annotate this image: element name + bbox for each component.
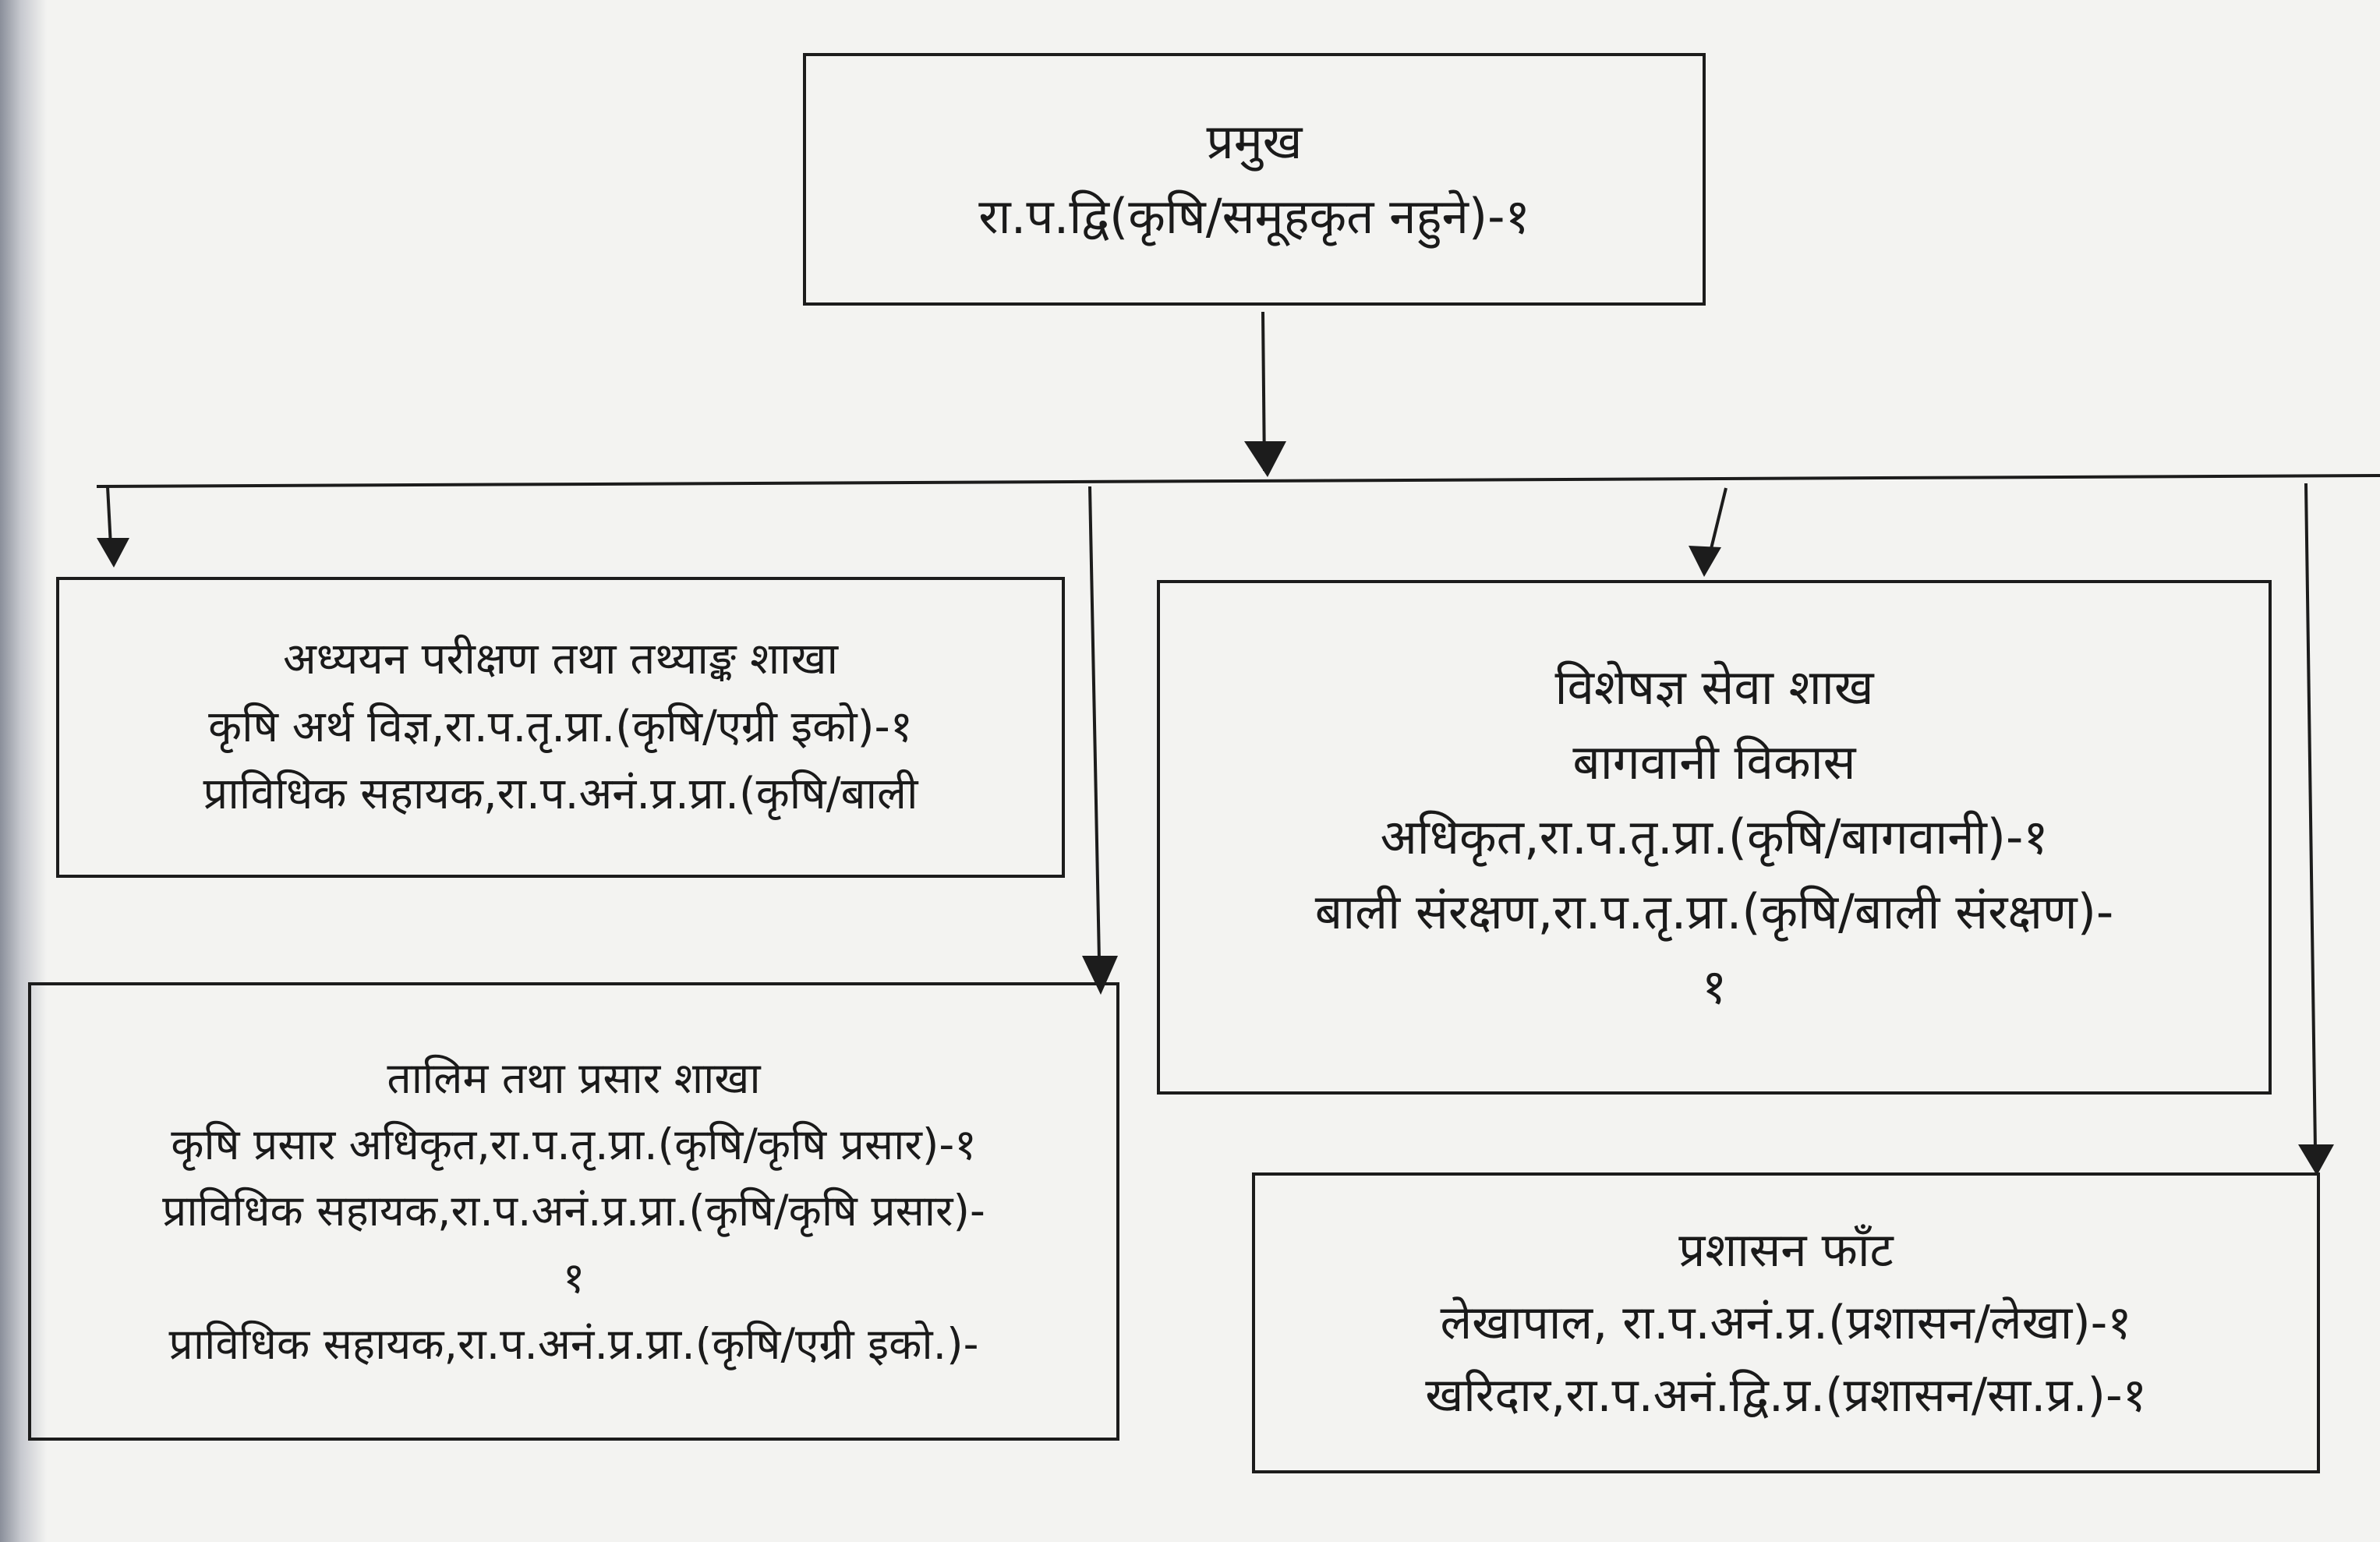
training-branch-line: प्राविधिक सहायक,रा.प.अनं.प्र.प्रा.(कृषि/कृषि प्रसार)-	[162, 1186, 985, 1236]
connector-bus-to-study	[108, 486, 111, 546]
arrow-to-admin	[2298, 1144, 2334, 1176]
admin-section-node	[1252, 1172, 2320, 1473]
bus-line	[97, 476, 2380, 486]
connector-bus-to-training	[1090, 486, 1099, 960]
expert-service-node	[1157, 580, 2272, 1095]
training-branch-line: प्राविधिक सहायक,रा.प.अनं.प्र.प्रा.(कृषि/एग्री इको.)-	[168, 1318, 979, 1369]
head-node-title: प्रमुख	[1206, 112, 1303, 170]
training-branch-title: तालिम तथा प्रसार शाखा	[387, 1052, 761, 1103]
training-branch-line: कृषि प्रसार अधिकृत,रा.प.तृ.प्रा.(कृषि/कृषि प्रसार)-१	[171, 1119, 977, 1170]
study-branch-line: प्राविधिक सहायक,रा.प.अनं.प्र.प्रा.(कृषि/बाली	[203, 769, 918, 820]
admin-section-line: खरिदार,रा.प.अनं.द्वि.प्र.(प्रशासन/सा.प्र.)-१	[1425, 1367, 2147, 1423]
training-branch-node	[28, 982, 1119, 1441]
expert-service-line: अधिकृत,रा.प.तृ.प्रा.(कृषि/बागवानी)-१	[1380, 808, 2049, 865]
head-node-line: रा.प.द्वि(कृषि/समूहकृत नहुने)-१	[978, 188, 1530, 245]
arrow-to-study	[97, 538, 129, 568]
arrow-to-expert	[1689, 546, 1721, 577]
head-node	[803, 53, 1706, 306]
training-branch-line: १	[562, 1252, 585, 1303]
admin-section-line: लेखापाल, रा.प.अनं.प्र.(प्रशासन/लेखा)-१	[1440, 1295, 2132, 1350]
expert-service-title: विशेषज्ञ सेवा शाख	[1554, 658, 1874, 716]
study-branch-title: अध्ययन परीक्षण तथा तथ्याङ्क शाखा	[282, 633, 838, 684]
arrow-head-to-bus	[1244, 441, 1286, 477]
admin-section-title: प्रशासन फाँट	[1678, 1222, 1894, 1278]
expert-service-line: १	[1701, 958, 1728, 1016]
study-branch-node	[56, 577, 1065, 878]
expert-service-line: बाली संरक्षण,रा.प.तृ.प्रा.(कृषि/बाली संरक्षण)-	[1314, 883, 2114, 941]
expert-service-line: बागवानी विकास	[1572, 733, 1856, 790]
connector-bus-to-admin	[2306, 483, 2315, 1151]
study-branch-line: कृषि अर्थ विज्ञ,रा.प.तृ.प्रा.(कृषि/एग्री इको)-१	[208, 701, 913, 752]
